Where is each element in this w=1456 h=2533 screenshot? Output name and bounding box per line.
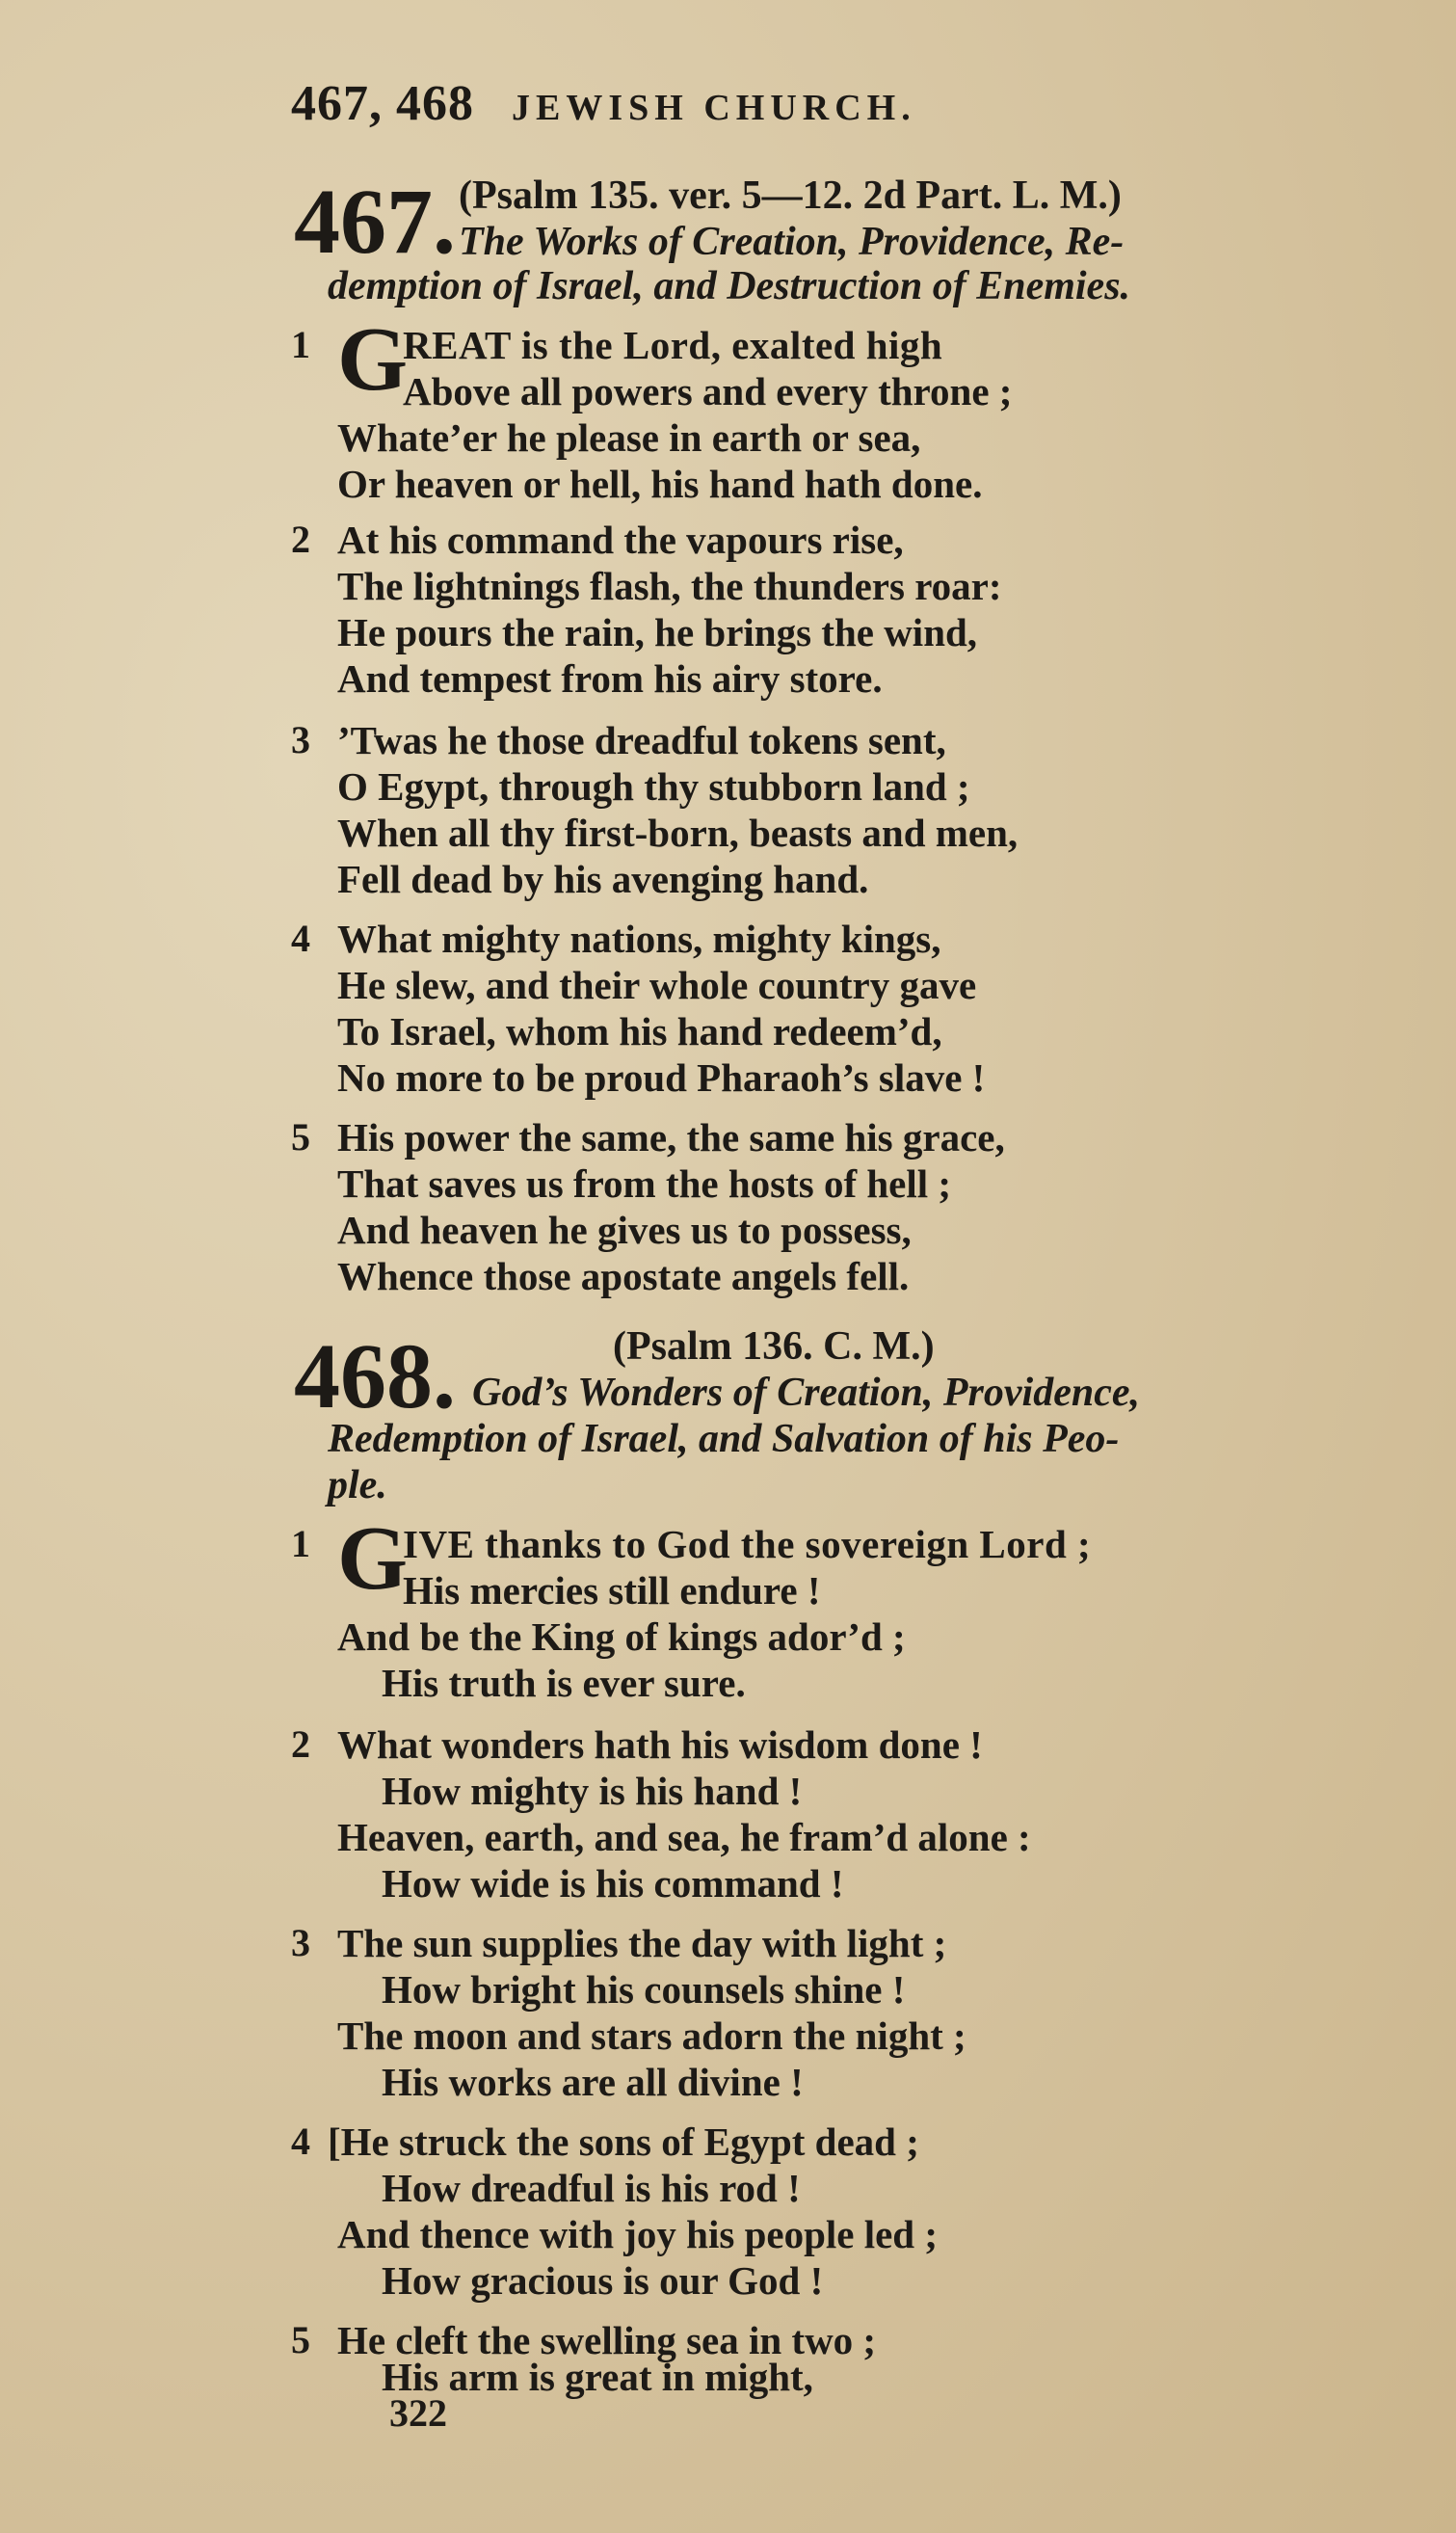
verse-line: His truth is ever sure. [382,1661,746,1705]
running-header [291,75,916,132]
verse-number: 1 [291,1522,310,1565]
verse-line: The lightnings flash, the thunders roar: [337,564,1002,608]
verse-line: He slew, and their whole country gave [337,963,977,1007]
hymn-subtitle-line: Redemption of Israel, and Salvation of his Peo- [328,1417,1120,1461]
verse-number: 3 [291,718,310,761]
verse-number: 4 [291,2120,310,2163]
verse-line: Fell dead by his avenging hand. [337,857,869,901]
verse-line: He pours the rain, he brings the wind, [337,610,978,654]
verse-line: No more to be proud Pharaoh’s slave ! [337,1055,986,1100]
drop-cap: G [337,1508,409,1609]
hymn-subtitle-line: The Works of Creation, Providence, Re- [459,220,1125,264]
verse-line: And tempest from his airy store. [337,656,883,701]
hymn-number: 468. [294,1324,456,1427]
header-title: JEWISH CHURCH. [512,88,916,128]
verse-number: 2 [291,1722,310,1766]
verse-line: Above all powers and every throne ; [403,369,1013,413]
verse-line: Whate’er he please in earth or sea, [337,415,921,460]
verse-number: 5 [291,1115,310,1159]
verse-line: How wide is his command ! [382,1861,844,1906]
verse-number: 5 [291,2318,310,2361]
verse-line: O Egypt, through thy stubborn land ; [337,764,970,809]
verse-line: And be the King of kings ador’d ; [337,1614,906,1659]
verse-line: His power the same, the same his grace, [337,1115,1005,1160]
verse-number: 1 [291,323,310,366]
verse-line: What mighty nations, mighty kings, [337,917,941,961]
verse-line: And heaven he gives us to possess, [337,1208,912,1252]
hymn-meta: (Psalm 135. ver. 5—12. 2d Part. L. M.) [459,173,1122,218]
verse-line: Or heaven or hell, his hand hath done. [337,462,983,506]
footer-page-number: 322 [389,2391,447,2435]
verse-line: ’Twas he those dreadful tokens sent, [337,718,946,762]
verse-line: His works are all divine ! [382,2060,804,2104]
verse-line: And thence with joy his people led ; [337,2212,939,2256]
hymn-meta: (Psalm 136. C. M.) [613,1324,935,1369]
verse-number: 4 [291,917,310,960]
verse-line: How gracious is our God ! [382,2258,824,2303]
verse-line: [He struck the sons of Egypt dead ; [328,2120,919,2164]
verse-line: The sun supplies the day with light ; [337,1921,947,1965]
verse-line: At his command the vapours rise, [337,518,904,562]
verse-line: IVE thanks to God the sovereign Lord ; [403,1522,1092,1566]
verse-number: 3 [291,1921,310,1964]
verse-line: He cleft the swelling sea in two ; [337,2318,877,2362]
verse-line: How mighty is his hand ! [382,1769,803,1813]
verse-line: To Israel, whom his hand redeem’d, [337,1009,942,1053]
verse-line: The moon and stars adorn the night ; [337,2013,966,2058]
hymn-subtitle-line: demption of Israel, and Destruction of Enemies. [328,264,1131,308]
verse-line: Whence those apostate angels fell. [337,1254,910,1298]
drop-cap: G [337,309,409,410]
hymn-subtitle-line: God’s Wonders of Creation, Providence, [472,1371,1140,1415]
verse-line: His arm is great in might, [382,2355,813,2399]
verse-number: 2 [291,518,310,561]
verse-line: When all thy first-born, beasts and men, [337,811,1019,855]
verse-line: How dreadful is his rod ! [382,2166,801,2210]
verse-line: Heaven, earth, and sea, he fram’d alone : [337,1815,1031,1859]
verse-line: That saves us from the hosts of hell ; [337,1161,952,1206]
verse-line: His mercies still endure ! [403,1568,821,1613]
hymn-number: 467. [294,170,456,273]
verse-line: How bright his counsels shine ! [382,1967,906,2012]
verse-line: REAT is the Lord, exalted high [403,323,943,367]
header-page-numbers: 467, 468 [291,76,474,131]
verse-line: What wonders hath his wisdom done ! [337,1722,983,1767]
hymn-subtitle-line: ple. [328,1463,387,1507]
